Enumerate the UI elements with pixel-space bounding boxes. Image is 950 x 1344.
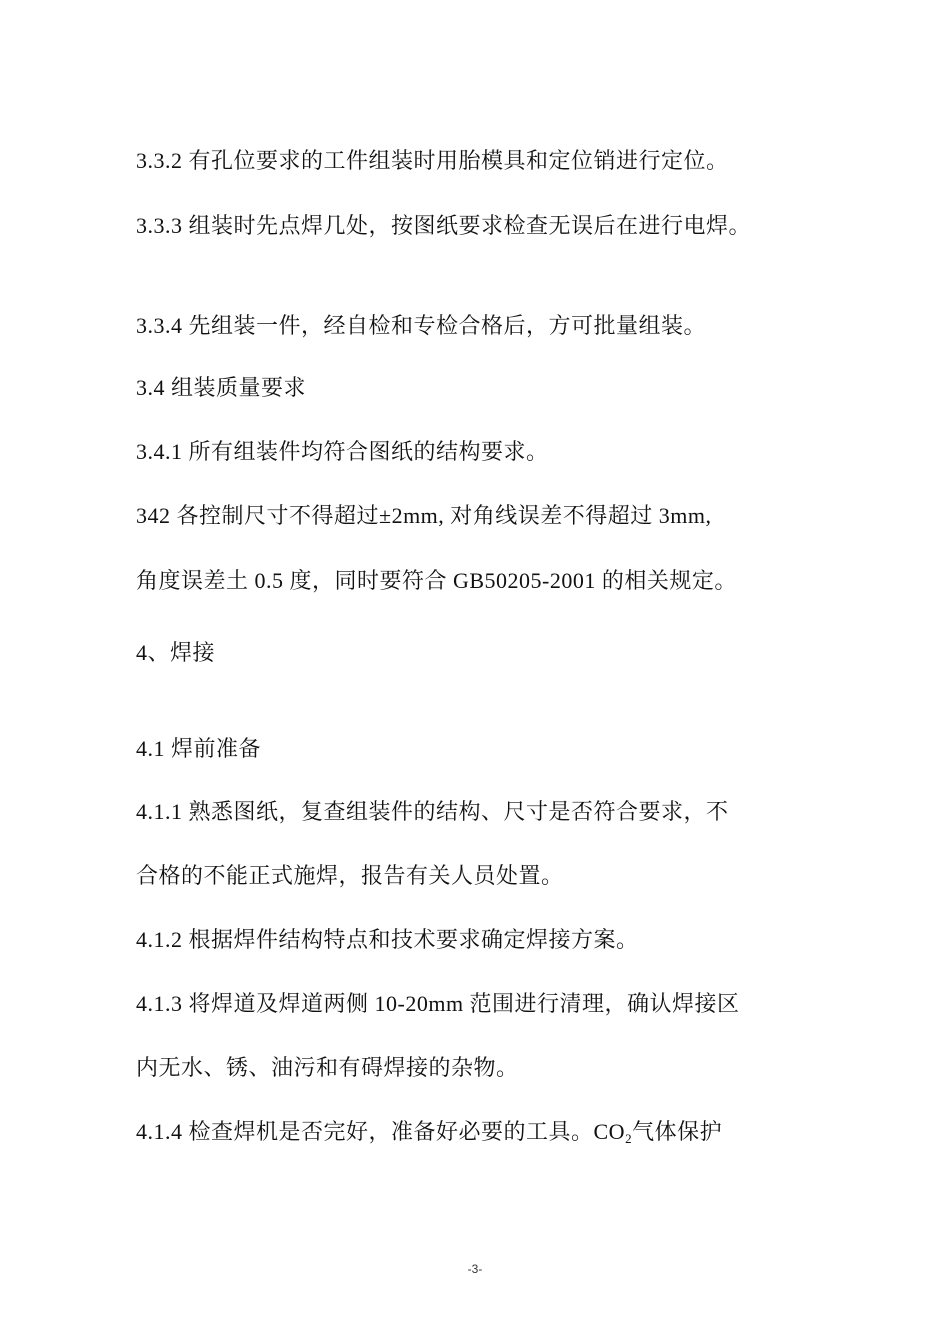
paragraph-4-1-4-text-end: 气体保护 bbox=[632, 1119, 723, 1144]
heading-4-1: 4.1 焊前准备 bbox=[136, 736, 262, 761]
paragraph-3-3-4: 3.3.4 先组装一件，经自检和专检合格后，方可批量组装。 bbox=[136, 313, 707, 338]
paragraph-4-1-3-continued: 内无水、锈、油污和有碍焊接的杂物。 bbox=[136, 1055, 519, 1080]
paragraph-4-1-4 bbox=[136, 1117, 722, 1147]
co2-subscript: 2 bbox=[625, 1131, 633, 1146]
paragraph-4-1-4-text: 4.1.4 检查焊机是否完好，准备好必要的工具。CO bbox=[136, 1119, 626, 1144]
paragraph-4-1-1-continued: 合格的不能正式施焊，报告有关人员处置。 bbox=[136, 863, 564, 888]
paragraph-3-4-1: 3.4.1 所有组装件均符合图纸的结构要求。 bbox=[136, 439, 549, 464]
paragraph-3-3-2: 3.3.2 有孔位要求的工件组装时用胎模具和定位销进行定位。 bbox=[136, 148, 729, 173]
paragraph-3-4-2-continued: 角度误差土 0.5 度，同时要符合 GB50205-2001 的相关规定。 bbox=[136, 568, 737, 593]
paragraph-4-1-3: 4.1.3 将焊道及焊道两侧 10-20mm 范围进行清理，确认焊接区 bbox=[136, 991, 740, 1016]
paragraph-4-1-1: 4.1.1 熟悉图纸，复查组装件的结构、尺寸是否符合要求，不 bbox=[136, 799, 729, 824]
paragraph-3-3-3: 3.3.3 组装时先点焊几处，按图纸要求检查无误后在进行电焊。 bbox=[136, 213, 752, 238]
heading-3-4: 3.4 组装质量要求 bbox=[136, 375, 307, 400]
heading-4: 4、焊接 bbox=[136, 640, 216, 665]
page-number: -3- bbox=[467, 1262, 483, 1276]
paragraph-3-4-2: 342 各控制尺寸不得超过±2mm, 对角线误差不得超过 3mm, bbox=[136, 503, 712, 528]
paragraph-4-1-2: 4.1.2 根据焊件结构特点和技术要求确定焊接方案。 bbox=[136, 927, 639, 952]
